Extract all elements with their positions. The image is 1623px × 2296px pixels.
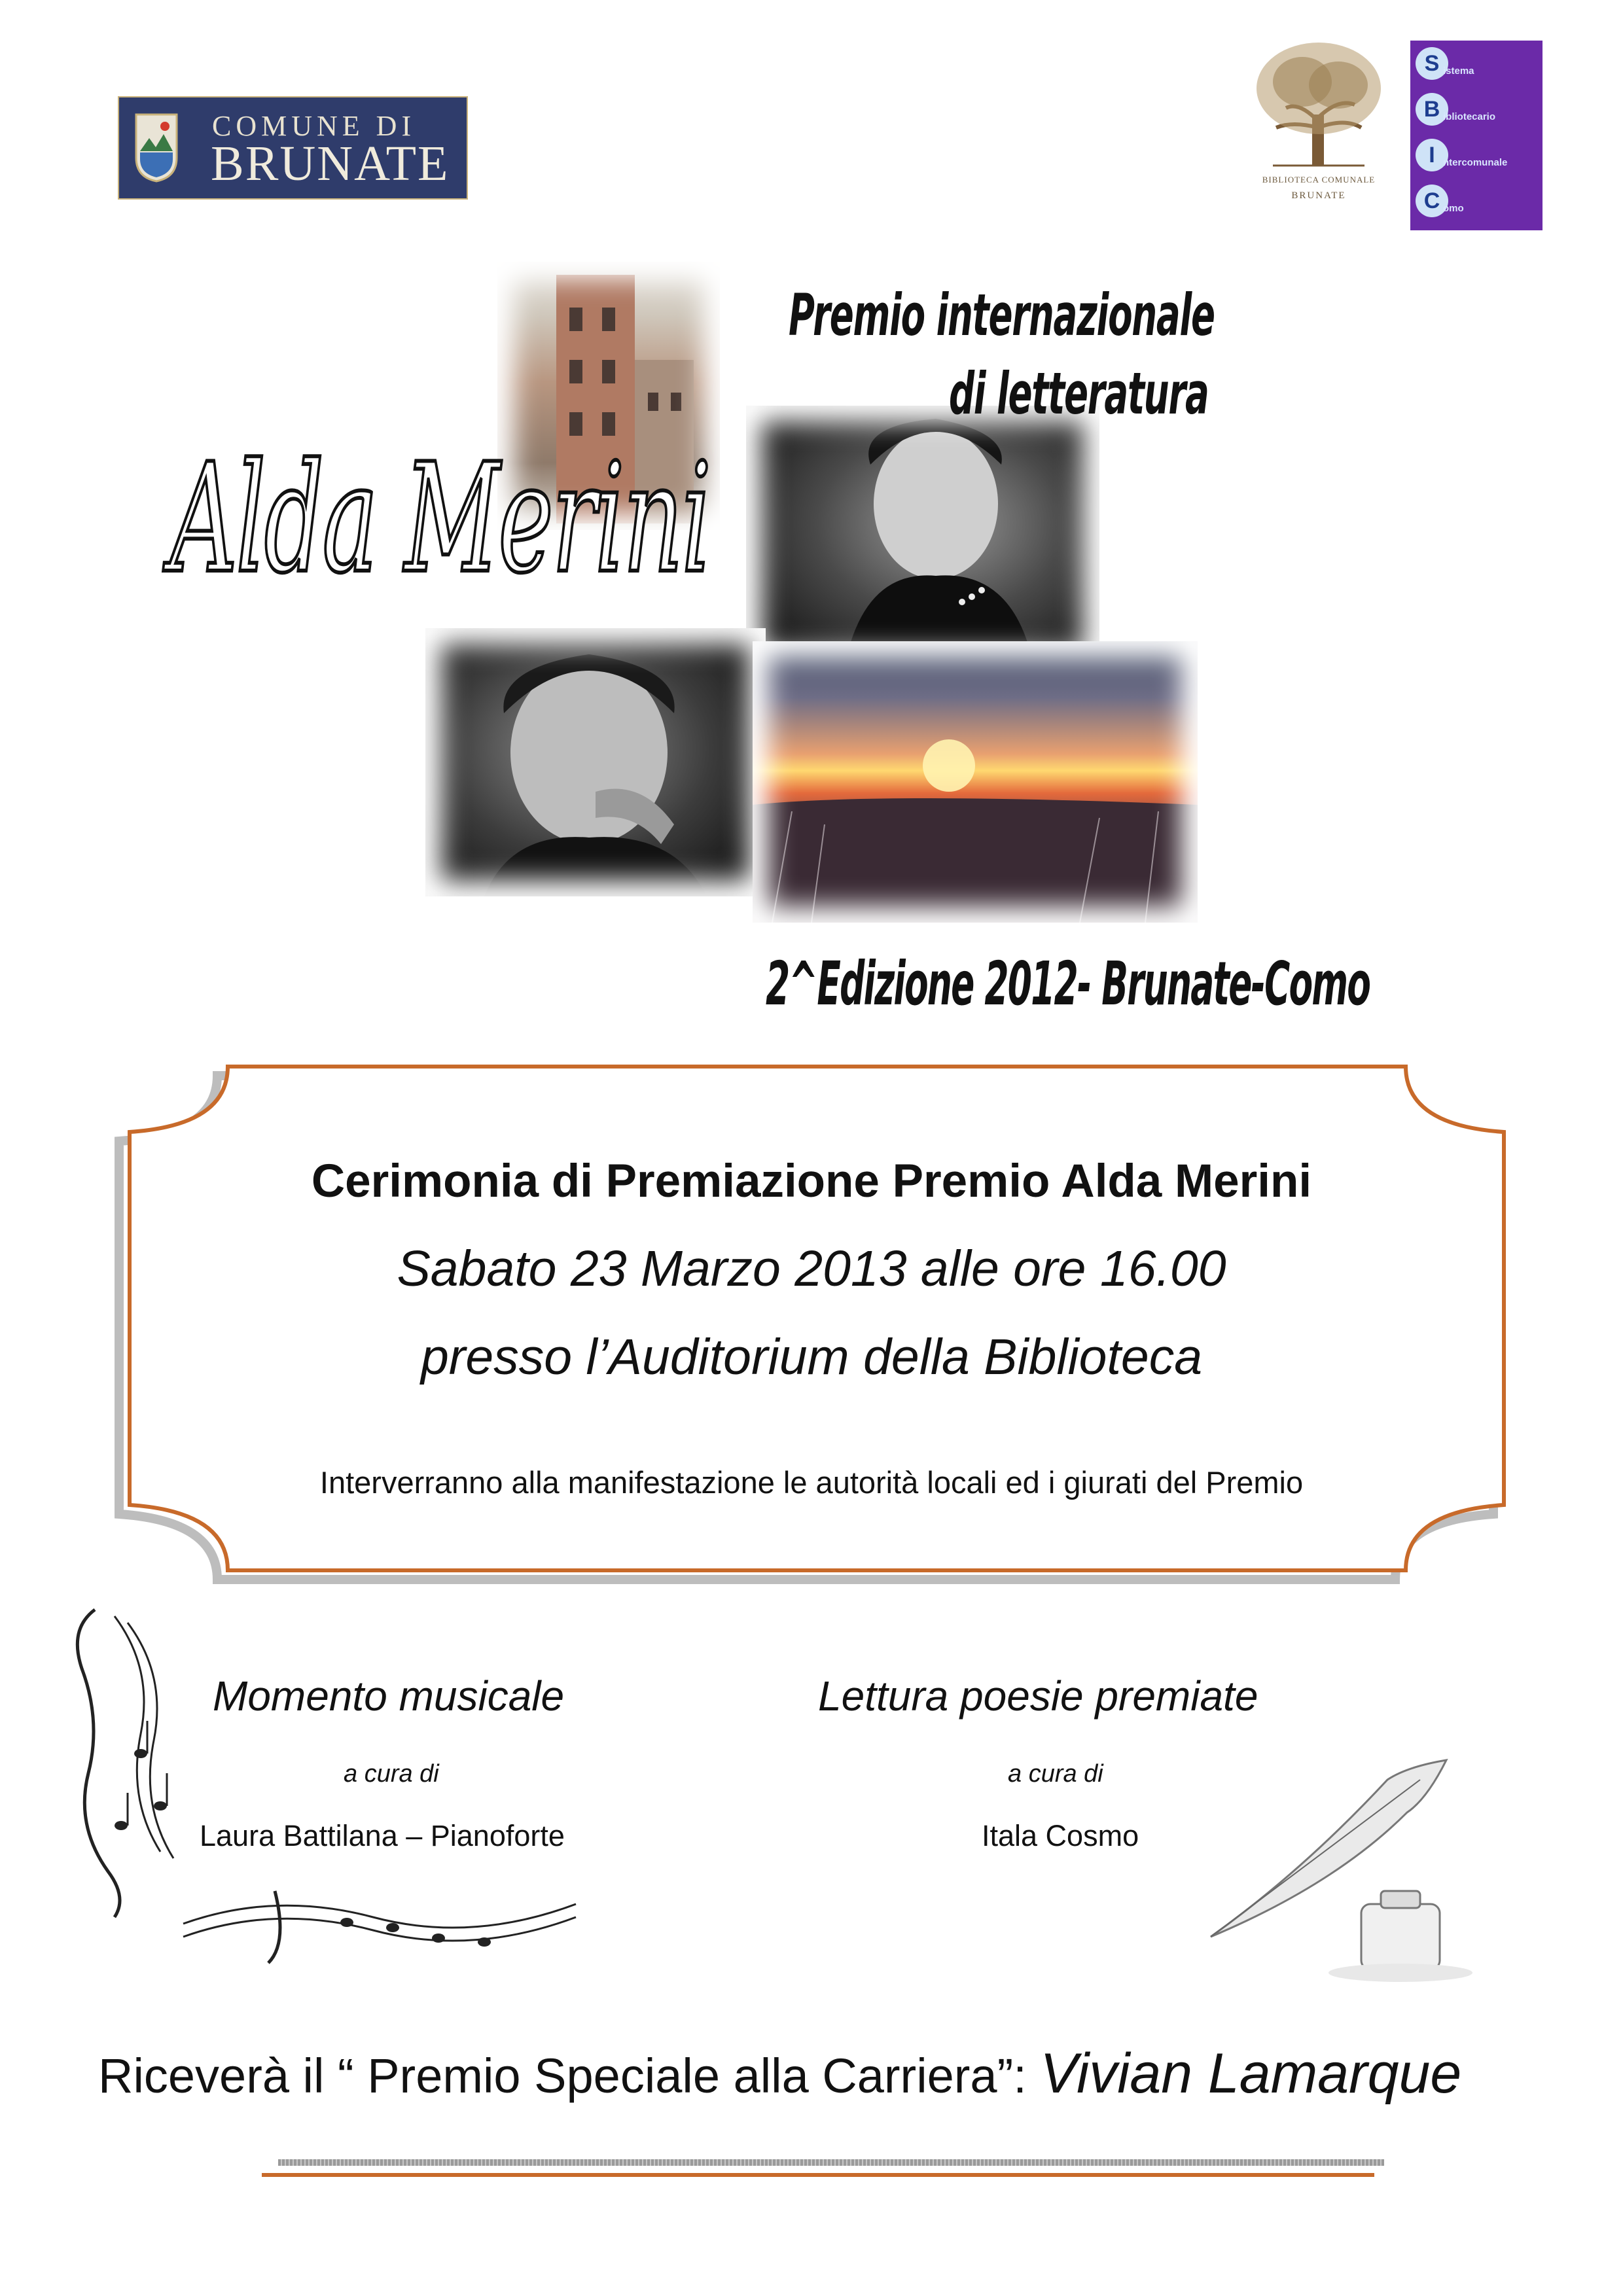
- biblioteca-comunale-logo: [1247, 36, 1391, 226]
- music-performer: Laura Battilana – Pianoforte: [200, 1819, 565, 1852]
- ceremony-frame: [111, 1047, 1518, 1590]
- quill-inkwell-icon: [1171, 1740, 1486, 1989]
- library-caption: BIBLIOTECA COMUNALE: [1262, 175, 1376, 185]
- divider-grey: [278, 2159, 1384, 2166]
- reading-title: Lettura poesie premiate: [818, 1672, 1258, 1720]
- music-curator-label: a cura di: [344, 1760, 439, 1788]
- music-notes-icon: [177, 1865, 582, 1976]
- divider-orange: [262, 2173, 1374, 2177]
- portrait-photo: [746, 406, 1099, 667]
- crest-icon: [134, 112, 179, 184]
- special-award-line: [98, 2041, 1461, 2106]
- portrait-photo: [425, 628, 766, 896]
- sbic-word: omo: [1443, 203, 1464, 214]
- comune-di-brunate-logo: [118, 96, 468, 200]
- comune-name: BRUNATE: [211, 136, 450, 191]
- comune-label: COMUNE DI: [212, 110, 416, 142]
- edition-label: 2^Edizione 2012- Brunate-Como: [766, 949, 1370, 1019]
- ceremony-date: Sabato 23 Marzo 2013 alle ore 16.00: [397, 1241, 1226, 1297]
- sbic-logo: [1410, 41, 1543, 230]
- reading-reader: Itala Cosmo: [982, 1819, 1139, 1852]
- sbic-letter: I: [1416, 139, 1448, 171]
- music-title: Momento musicale: [213, 1672, 565, 1720]
- sbic-letter: C: [1416, 185, 1448, 217]
- sunset-photo: [753, 641, 1198, 923]
- library-town: BRUNATE: [1291, 190, 1346, 201]
- tree-icon: [1247, 36, 1391, 173]
- hero-title: Alda Merini: [170, 432, 710, 607]
- hero-subtitle-line1: Premio internazionale: [789, 281, 1215, 349]
- special-award-label: Riceverà il “ Premio Speciale alla Carriera”:: [98, 2049, 1041, 2103]
- sbic-letter: B: [1416, 93, 1448, 126]
- hero-subtitle-line2: di letteratura: [949, 360, 1209, 427]
- ceremony-note: Interverranno alla manifestazione le autorità locali ed i giurati del Premio: [319, 1465, 1304, 1500]
- sbic-word: ntercomunale: [1443, 157, 1508, 168]
- reading-curator-label: a cura di: [1008, 1760, 1103, 1788]
- special-award-recipient: Vivian Lamarque: [1040, 2042, 1462, 2105]
- ceremony-place: presso l’Auditorium della Biblioteca: [420, 1329, 1203, 1385]
- sbic-letter: S: [1416, 47, 1448, 80]
- sbic-word: ibliotecario: [1443, 111, 1496, 122]
- sbic-word: istema: [1443, 65, 1474, 77]
- ceremony-title: Cerimonia di Premiazione Premio Alda Merini: [311, 1156, 1312, 1207]
